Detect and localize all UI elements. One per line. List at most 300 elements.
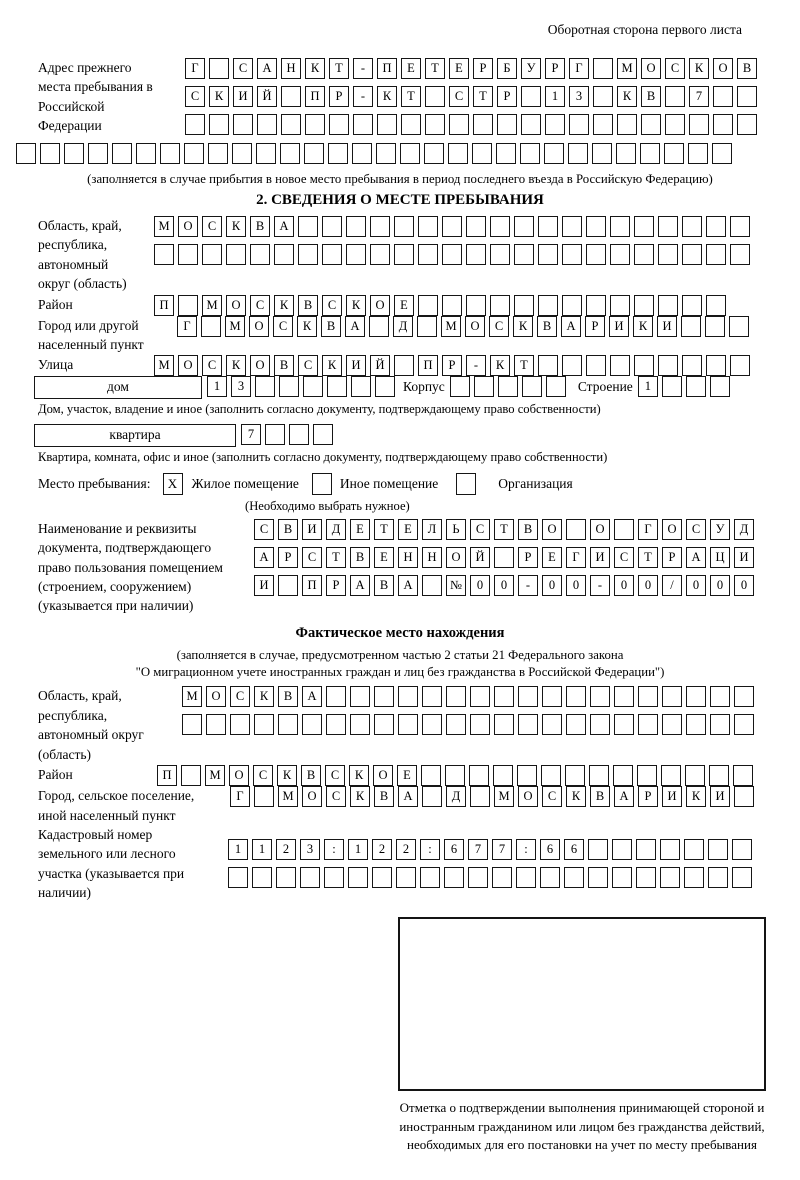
char-cell[interactable]: А — [614, 786, 634, 807]
char-cell[interactable] — [681, 316, 701, 337]
char-cell[interactable] — [178, 244, 198, 265]
char-cell[interactable]: К — [322, 355, 342, 376]
char-cell[interactable]: 6 — [444, 839, 464, 860]
char-cell[interactable] — [730, 216, 750, 237]
char-cell[interactable] — [352, 143, 372, 164]
char-cell[interactable]: К — [346, 295, 366, 316]
char-cell[interactable]: 7 — [468, 839, 488, 860]
char-cell[interactable]: С — [202, 355, 222, 376]
char-cell[interactable] — [518, 714, 538, 735]
char-cell[interactable] — [233, 114, 253, 135]
char-cell[interactable]: С — [322, 295, 342, 316]
char-cell[interactable] — [638, 686, 658, 707]
char-cell[interactable]: П — [302, 575, 322, 596]
char-cell[interactable] — [494, 686, 514, 707]
char-cell[interactable]: Н — [281, 58, 301, 79]
char-cell[interactable]: 1 — [638, 376, 658, 397]
char-cell[interactable] — [518, 686, 538, 707]
char-cell[interactable]: М — [225, 316, 245, 337]
char-cell[interactable] — [254, 714, 274, 735]
char-cell[interactable] — [289, 424, 309, 445]
char-cell[interactable] — [660, 839, 680, 860]
char-cell[interactable] — [709, 765, 729, 786]
char-cell[interactable] — [374, 714, 394, 735]
char-cell[interactable] — [494, 547, 514, 568]
char-cell[interactable]: К — [566, 786, 586, 807]
char-cell[interactable]: Г — [566, 547, 586, 568]
char-cell[interactable] — [733, 765, 753, 786]
char-cell[interactable]: 0 — [542, 575, 562, 596]
char-cell[interactable]: Т — [473, 86, 493, 107]
char-cell[interactable] — [616, 143, 636, 164]
char-cell[interactable] — [185, 114, 205, 135]
char-cell[interactable]: А — [398, 786, 418, 807]
char-cell[interactable] — [466, 244, 486, 265]
char-cell[interactable] — [684, 839, 704, 860]
char-cell[interactable]: - — [466, 355, 486, 376]
char-cell[interactable]: Р — [442, 355, 462, 376]
char-cell[interactable] — [305, 114, 325, 135]
char-cell[interactable]: 7 — [241, 424, 261, 445]
char-cell[interactable]: Р — [545, 58, 565, 79]
char-cell[interactable] — [634, 216, 654, 237]
char-cell[interactable] — [586, 295, 606, 316]
char-cell[interactable]: И — [734, 547, 754, 568]
char-cell[interactable]: С — [233, 58, 253, 79]
char-cell[interactable]: С — [250, 295, 270, 316]
char-cell[interactable] — [538, 244, 558, 265]
char-cell[interactable] — [394, 216, 414, 237]
char-cell[interactable] — [521, 86, 541, 107]
char-cell[interactable] — [40, 143, 60, 164]
char-cell[interactable] — [400, 143, 420, 164]
char-cell[interactable] — [281, 86, 301, 107]
char-cell[interactable]: Р — [329, 86, 349, 107]
char-cell[interactable] — [610, 355, 630, 376]
char-cell[interactable] — [593, 114, 613, 135]
char-cell[interactable] — [730, 355, 750, 376]
char-cell[interactable] — [498, 376, 518, 397]
char-cell[interactable] — [252, 867, 272, 888]
char-cell[interactable]: О — [662, 519, 682, 540]
char-cell[interactable]: Н — [398, 547, 418, 568]
char-cell[interactable]: И — [609, 316, 629, 337]
char-cell[interactable] — [566, 519, 586, 540]
char-cell[interactable]: А — [274, 216, 294, 237]
char-cell[interactable] — [348, 867, 368, 888]
char-cell[interactable] — [209, 58, 229, 79]
char-cell[interactable] — [298, 244, 318, 265]
char-cell[interactable] — [372, 867, 392, 888]
char-cell[interactable]: 3 — [231, 376, 251, 397]
char-cell[interactable] — [713, 86, 733, 107]
char-cell[interactable] — [418, 295, 438, 316]
char-cell[interactable] — [324, 867, 344, 888]
char-cell[interactable]: С — [665, 58, 685, 79]
char-cell[interactable] — [712, 143, 732, 164]
char-cell[interactable] — [705, 316, 725, 337]
char-cell[interactable]: 0 — [638, 575, 658, 596]
char-cell[interactable] — [493, 765, 513, 786]
char-cell[interactable] — [706, 216, 726, 237]
char-cell[interactable]: В — [737, 58, 757, 79]
char-cell[interactable]: Е — [397, 765, 417, 786]
char-cell[interactable] — [590, 686, 610, 707]
char-cell[interactable] — [562, 295, 582, 316]
char-cell[interactable]: С — [185, 86, 205, 107]
char-cell[interactable] — [326, 686, 346, 707]
char-cell[interactable] — [730, 244, 750, 265]
char-cell[interactable]: Р — [473, 58, 493, 79]
char-cell[interactable]: Г — [177, 316, 197, 337]
char-cell[interactable]: - — [590, 575, 610, 596]
char-cell[interactable]: К — [209, 86, 229, 107]
char-cell[interactable] — [230, 714, 250, 735]
char-cell[interactable]: 3 — [569, 86, 589, 107]
char-cell[interactable]: И — [590, 547, 610, 568]
char-cell[interactable] — [544, 143, 564, 164]
char-cell[interactable] — [396, 867, 416, 888]
char-cell[interactable]: 6 — [564, 839, 584, 860]
char-cell[interactable]: В — [537, 316, 557, 337]
char-cell[interactable] — [682, 295, 702, 316]
char-cell[interactable] — [274, 244, 294, 265]
char-cell[interactable]: С — [489, 316, 509, 337]
char-cell[interactable]: С — [542, 786, 562, 807]
char-cell[interactable]: О — [250, 355, 270, 376]
char-cell[interactable]: : — [420, 839, 440, 860]
char-cell[interactable]: Й — [470, 547, 490, 568]
char-cell[interactable]: С — [325, 765, 345, 786]
char-cell[interactable] — [708, 867, 728, 888]
char-cell[interactable]: 1 — [228, 839, 248, 860]
char-cell[interactable]: Д — [734, 519, 754, 540]
char-cell[interactable]: П — [418, 355, 438, 376]
char-cell[interactable]: П — [305, 86, 325, 107]
char-cell[interactable] — [734, 786, 754, 807]
char-cell[interactable] — [490, 244, 510, 265]
char-cell[interactable]: О — [641, 58, 661, 79]
char-cell[interactable] — [686, 376, 706, 397]
char-cell[interactable] — [706, 244, 726, 265]
char-cell[interactable] — [542, 686, 562, 707]
char-cell[interactable]: / — [662, 575, 682, 596]
char-cell[interactable]: К — [349, 765, 369, 786]
char-cell[interactable] — [472, 143, 492, 164]
char-cell[interactable] — [734, 686, 754, 707]
char-cell[interactable] — [327, 376, 347, 397]
char-cell[interactable]: М — [494, 786, 514, 807]
char-cell[interactable]: Д — [446, 786, 466, 807]
char-cell[interactable] — [257, 114, 277, 135]
char-cell[interactable] — [732, 839, 752, 860]
char-cell[interactable]: 0 — [710, 575, 730, 596]
char-cell[interactable] — [281, 114, 301, 135]
char-cell[interactable] — [713, 114, 733, 135]
char-cell[interactable] — [303, 376, 323, 397]
char-cell[interactable] — [664, 143, 684, 164]
char-cell[interactable] — [662, 686, 682, 707]
char-cell[interactable] — [226, 244, 246, 265]
char-cell[interactable]: С — [614, 547, 634, 568]
char-cell[interactable] — [610, 216, 630, 237]
char-cell[interactable] — [658, 355, 678, 376]
char-cell[interactable] — [492, 867, 512, 888]
char-cell[interactable] — [665, 86, 685, 107]
char-cell[interactable]: А — [350, 575, 370, 596]
char-cell[interactable]: В — [350, 547, 370, 568]
char-cell[interactable] — [181, 765, 201, 786]
char-cell[interactable]: К — [350, 786, 370, 807]
char-cell[interactable] — [634, 244, 654, 265]
char-cell[interactable] — [586, 216, 606, 237]
char-cell[interactable] — [710, 686, 730, 707]
char-cell[interactable] — [658, 295, 678, 316]
char-cell[interactable] — [610, 295, 630, 316]
char-cell[interactable]: Л — [422, 519, 442, 540]
char-cell[interactable] — [729, 316, 749, 337]
char-cell[interactable] — [374, 686, 394, 707]
char-cell[interactable] — [346, 244, 366, 265]
char-cell[interactable]: О — [373, 765, 393, 786]
char-cell[interactable]: Е — [394, 295, 414, 316]
char-cell[interactable]: В — [641, 86, 661, 107]
char-cell[interactable]: Г — [230, 786, 250, 807]
char-cell[interactable] — [420, 867, 440, 888]
char-cell[interactable]: 0 — [734, 575, 754, 596]
stay-type-checkbox-other[interactable] — [312, 473, 332, 495]
char-cell[interactable]: И — [662, 786, 682, 807]
char-cell[interactable] — [737, 114, 757, 135]
char-cell[interactable]: А — [561, 316, 581, 337]
char-cell[interactable] — [662, 376, 682, 397]
char-cell[interactable]: О — [249, 316, 269, 337]
char-cell[interactable]: Д — [326, 519, 346, 540]
char-cell[interactable]: М — [154, 355, 174, 376]
char-cell[interactable] — [634, 355, 654, 376]
char-cell[interactable]: К — [490, 355, 510, 376]
char-cell[interactable] — [542, 714, 562, 735]
char-cell[interactable] — [425, 86, 445, 107]
char-cell[interactable] — [444, 867, 464, 888]
char-cell[interactable]: 2 — [276, 839, 296, 860]
char-cell[interactable]: О — [302, 786, 322, 807]
char-cell[interactable] — [538, 355, 558, 376]
char-cell[interactable] — [470, 714, 490, 735]
char-cell[interactable] — [353, 114, 373, 135]
char-cell[interactable] — [568, 143, 588, 164]
char-cell[interactable]: : — [324, 839, 344, 860]
char-cell[interactable] — [473, 114, 493, 135]
char-cell[interactable]: Е — [542, 547, 562, 568]
char-cell[interactable] — [660, 867, 680, 888]
char-cell[interactable]: 7 — [492, 839, 512, 860]
char-cell[interactable] — [184, 143, 204, 164]
char-cell[interactable]: Й — [257, 86, 277, 107]
char-cell[interactable] — [256, 143, 276, 164]
char-cell[interactable]: К — [617, 86, 637, 107]
char-cell[interactable]: Р — [518, 547, 538, 568]
char-cell[interactable]: Г — [569, 58, 589, 79]
char-cell[interactable] — [685, 765, 705, 786]
char-cell[interactable]: О — [370, 295, 390, 316]
char-cell[interactable] — [136, 143, 156, 164]
char-cell[interactable] — [514, 216, 534, 237]
char-cell[interactable]: О — [590, 519, 610, 540]
char-cell[interactable]: К — [689, 58, 709, 79]
char-cell[interactable] — [689, 114, 709, 135]
char-cell[interactable] — [614, 714, 634, 735]
char-cell[interactable]: Е — [350, 519, 370, 540]
char-cell[interactable]: Т — [494, 519, 514, 540]
char-cell[interactable]: С — [302, 547, 322, 568]
char-cell[interactable]: В — [274, 355, 294, 376]
char-cell[interactable] — [350, 714, 370, 735]
char-cell[interactable]: Е — [449, 58, 469, 79]
char-cell[interactable]: Н — [422, 547, 442, 568]
char-cell[interactable]: И — [233, 86, 253, 107]
char-cell[interactable]: Т — [401, 86, 421, 107]
char-cell[interactable] — [566, 686, 586, 707]
char-cell[interactable] — [538, 295, 558, 316]
char-cell[interactable] — [516, 867, 536, 888]
char-cell[interactable] — [614, 519, 634, 540]
char-cell[interactable] — [588, 867, 608, 888]
char-cell[interactable] — [610, 244, 630, 265]
char-cell[interactable] — [562, 355, 582, 376]
char-cell[interactable]: А — [257, 58, 277, 79]
char-cell[interactable]: 0 — [614, 575, 634, 596]
stay-type-checkbox-organization[interactable] — [456, 473, 476, 495]
char-cell[interactable] — [589, 765, 609, 786]
char-cell[interactable] — [202, 244, 222, 265]
char-cell[interactable]: А — [398, 575, 418, 596]
char-cell[interactable] — [64, 143, 84, 164]
char-cell[interactable] — [470, 686, 490, 707]
char-cell[interactable]: В — [298, 295, 318, 316]
char-cell[interactable]: К — [377, 86, 397, 107]
char-cell[interactable] — [708, 839, 728, 860]
char-cell[interactable]: С — [449, 86, 469, 107]
stay-type-checkbox-residential[interactable]: X — [163, 473, 183, 495]
char-cell[interactable] — [442, 216, 462, 237]
char-cell[interactable] — [375, 376, 395, 397]
char-cell[interactable]: О — [226, 295, 246, 316]
char-cell[interactable]: О — [178, 216, 198, 237]
char-cell[interactable]: Б — [497, 58, 517, 79]
char-cell[interactable] — [658, 244, 678, 265]
char-cell[interactable] — [514, 244, 534, 265]
char-cell[interactable] — [182, 714, 202, 735]
char-cell[interactable]: А — [302, 686, 322, 707]
char-cell[interactable] — [490, 216, 510, 237]
char-cell[interactable]: К — [274, 295, 294, 316]
char-cell[interactable] — [640, 143, 660, 164]
char-cell[interactable] — [401, 114, 421, 135]
char-cell[interactable] — [448, 143, 468, 164]
char-cell[interactable] — [590, 714, 610, 735]
char-cell[interactable] — [422, 686, 442, 707]
char-cell[interactable]: В — [278, 686, 298, 707]
char-cell[interactable] — [565, 765, 585, 786]
char-cell[interactable]: В — [374, 786, 394, 807]
char-cell[interactable]: О — [518, 786, 538, 807]
char-cell[interactable]: В — [301, 765, 321, 786]
char-cell[interactable]: В — [374, 575, 394, 596]
char-cell[interactable]: С — [253, 765, 273, 786]
char-cell[interactable] — [684, 867, 704, 888]
char-cell[interactable]: У — [521, 58, 541, 79]
char-cell[interactable] — [636, 839, 656, 860]
char-cell[interactable]: 2 — [372, 839, 392, 860]
char-cell[interactable] — [450, 376, 470, 397]
char-cell[interactable]: О — [713, 58, 733, 79]
char-cell[interactable] — [422, 575, 442, 596]
char-cell[interactable] — [494, 714, 514, 735]
char-cell[interactable] — [490, 295, 510, 316]
char-cell[interactable] — [376, 143, 396, 164]
char-cell[interactable] — [398, 714, 418, 735]
char-cell[interactable]: К — [633, 316, 653, 337]
char-cell[interactable]: Т — [326, 547, 346, 568]
char-cell[interactable]: О — [465, 316, 485, 337]
char-cell[interactable]: С — [273, 316, 293, 337]
char-cell[interactable]: А — [254, 547, 274, 568]
char-cell[interactable]: К — [297, 316, 317, 337]
char-cell[interactable]: 0 — [686, 575, 706, 596]
char-cell[interactable] — [394, 355, 414, 376]
char-cell[interactable]: Ц — [710, 547, 730, 568]
char-cell[interactable]: Р — [638, 786, 658, 807]
char-cell[interactable] — [634, 295, 654, 316]
char-cell[interactable] — [468, 867, 488, 888]
char-cell[interactable] — [442, 295, 462, 316]
char-cell[interactable] — [737, 86, 757, 107]
char-cell[interactable]: М — [182, 686, 202, 707]
char-cell[interactable] — [346, 216, 366, 237]
char-cell[interactable]: 2 — [396, 839, 416, 860]
char-cell[interactable] — [313, 424, 333, 445]
char-cell[interactable] — [466, 295, 486, 316]
char-cell[interactable] — [445, 765, 465, 786]
char-cell[interactable] — [637, 765, 657, 786]
char-cell[interactable] — [540, 867, 560, 888]
char-cell[interactable] — [250, 244, 270, 265]
char-cell[interactable] — [706, 295, 726, 316]
char-cell[interactable] — [686, 714, 706, 735]
char-cell[interactable]: С — [298, 355, 318, 376]
char-cell[interactable]: А — [686, 547, 706, 568]
char-cell[interactable] — [617, 114, 637, 135]
char-cell[interactable] — [661, 765, 681, 786]
char-cell[interactable] — [566, 714, 586, 735]
char-cell[interactable] — [298, 216, 318, 237]
char-cell[interactable] — [254, 786, 274, 807]
char-cell[interactable]: О — [206, 686, 226, 707]
char-cell[interactable]: О — [178, 355, 198, 376]
char-cell[interactable] — [497, 114, 517, 135]
char-cell[interactable] — [442, 244, 462, 265]
char-cell[interactable] — [369, 316, 389, 337]
char-cell[interactable]: И — [710, 786, 730, 807]
char-cell[interactable]: 0 — [494, 575, 514, 596]
char-cell[interactable]: Р — [497, 86, 517, 107]
char-cell[interactable]: К — [277, 765, 297, 786]
char-cell[interactable] — [370, 244, 390, 265]
char-cell[interactable] — [201, 316, 221, 337]
char-cell[interactable] — [586, 355, 606, 376]
char-cell[interactable]: В — [321, 316, 341, 337]
